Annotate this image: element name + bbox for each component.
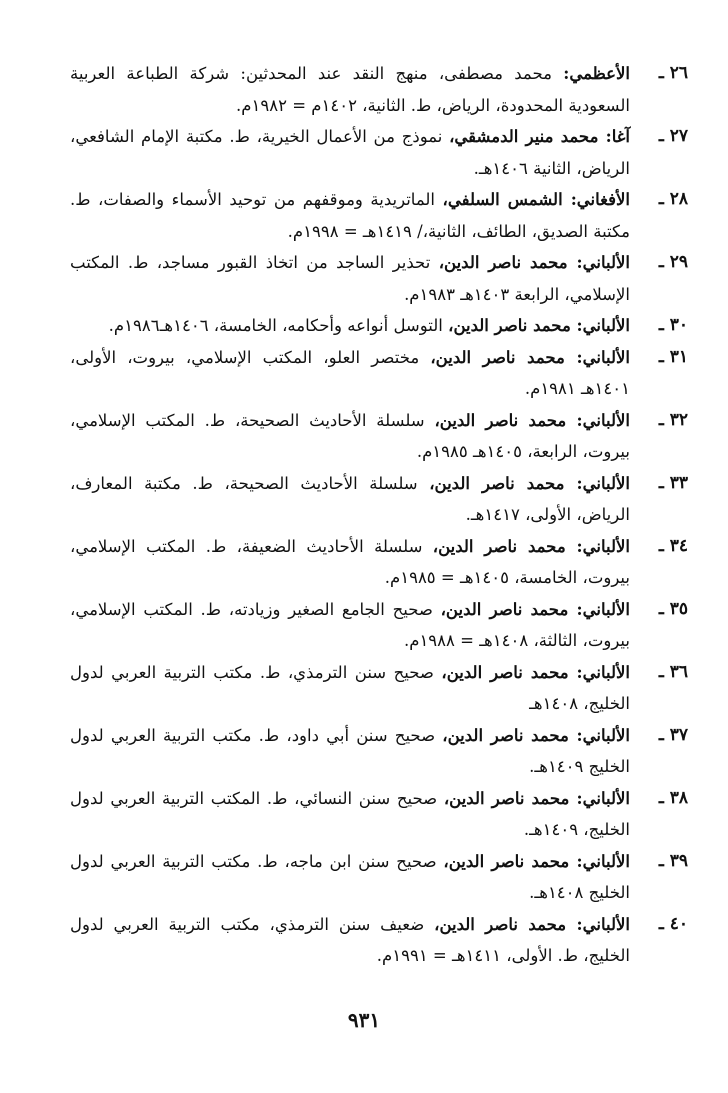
list-item <box>70 184 688 247</box>
entry-author: الألباني: محمد ناصر الدين، <box>443 851 630 871</box>
entry-number: ٢٨ ـ <box>658 189 688 209</box>
list-item <box>70 531 688 594</box>
entry-text: محمد مصطفى، منهج النقد عند المحدثين: شركة الطباعة العربية السعودية المحدودة، الرياض، ط. الثانية، ١٤٠٢م = ١٩٨٢م. <box>70 64 630 115</box>
list-item <box>70 342 688 405</box>
entry-author: الألباني: محمد ناصر الدين، <box>440 599 630 619</box>
list-item <box>70 783 688 846</box>
entry-text: تحذير الساجد من اتخاذ القبور مساجد، ط. المكتب الإسلامي، الرابعة ١٤٠٣هـ ١٩٨٣م. <box>70 253 630 304</box>
entry-number: ٤٠ ـ <box>658 913 688 934</box>
list-item <box>70 405 688 468</box>
list-item <box>70 247 688 310</box>
entry-text: صحيح سنن النسائي، ط. المكتب التربية العربي لدول الخليج، ١٤٠٩هـ. <box>70 788 630 839</box>
entry-number: ٢٩ ـ <box>658 252 688 272</box>
entry-body <box>70 909 630 972</box>
entry-body <box>70 468 630 531</box>
list-item <box>70 720 688 783</box>
entry-author: الألباني: محمد ناصر الدين، <box>434 410 630 430</box>
entry-number: ٣٢ ـ <box>658 409 688 430</box>
entry-body <box>70 58 630 121</box>
entry-text: صحيح الجامع الصغير وزيادته، ط. المكتب الإسلامي، بيروت، الثالثة، ١٤٠٨هـ = ١٩٨٨م. <box>70 599 630 650</box>
entry-number: ٣٦ ـ <box>658 661 688 682</box>
entry-author: آغا: محمد منير الدمشقي، <box>449 127 630 146</box>
entry-body <box>70 657 630 720</box>
entry-number: ٢٧ ـ <box>658 126 688 146</box>
bibliography-list <box>70 58 688 972</box>
entry-number: ٣٠ ـ <box>658 315 688 335</box>
entry-body <box>70 342 630 405</box>
entry-text: سلسلة الأحاديث الصحيحة، ط. مكتبة المعارف، الرياض، الأولى، ١٤١٧هـ. <box>70 473 630 524</box>
entry-number: ٣٣ ـ <box>658 472 688 493</box>
list-item <box>70 121 688 184</box>
entry-body <box>70 783 630 846</box>
entry-author: الأفغاني: الشمس السلفي، <box>442 190 630 209</box>
entry-number: ٣١ ـ <box>658 346 688 367</box>
entry-number: ٣٧ ـ <box>658 724 688 745</box>
page-number: ٩٣١ <box>347 1008 381 1032</box>
entry-author: الألباني: محمد ناصر الدين، <box>442 725 631 745</box>
entry-author: الألباني: محمد ناصر الدين، <box>430 347 630 367</box>
entry-author: الأعظمي: <box>563 64 630 83</box>
list-item <box>70 594 688 657</box>
list-item <box>70 657 688 720</box>
entry-number: ٣٥ ـ <box>658 598 688 619</box>
entry-text: صحيح سنن ابن ماجه، ط. مكتب التربية العربي لدول الخليج ١٤٠٨هـ. <box>70 851 630 902</box>
entry-author: الألباني: محمد ناصر الدين، <box>438 253 630 272</box>
entry-text: الماتريدية وموقفهم من توحيد الأسماء والصفات، ط. مكتبة الصديق، الطائف، الثانية،/ ١٤١٩هـ = ١٩٩٨م. <box>70 190 630 241</box>
list-item <box>70 846 688 909</box>
entry-text: صحيح سنن الترمذي، ط. مكتب التربية العربي لدول الخليج، ١٤٠٨هـ <box>70 662 630 713</box>
list-item <box>70 58 688 121</box>
entry-body <box>70 720 630 783</box>
entry-text: التوسل أنواعه وأحكامه، الخامسة، ١٤٠٦هـ١٩٨٦م. <box>108 316 449 335</box>
entry-text: نموذج من الأعمال الخيرية، ط. مكتبة الإمام الشافعي، الرياض، الثانية ١٤٠٦هـ. <box>70 127 630 178</box>
entry-text: ضعيف سنن الترمذي، مكتب التربية العربي لدول الخليج، ط. الأولى، ١٤١١هـ = ١٩٩١م. <box>70 914 630 965</box>
entry-text: سلسلة الأحاديث الصحيحة، ط. المكتب الإسلامي، بيروت، الرابعة، ١٤٠٥هـ ١٩٨٥م. <box>70 410 630 461</box>
entry-author: الألباني: محمد ناصر الدين، <box>443 788 630 808</box>
entry-body <box>70 531 630 594</box>
entry-body <box>70 184 630 247</box>
entry-author: الألباني: محمد ناصر الدين، <box>448 316 630 335</box>
entry-body <box>70 594 630 657</box>
entry-author: الألباني: محمد ناصر الدين، <box>429 473 630 493</box>
list-item <box>70 310 688 342</box>
entry-body <box>70 121 630 184</box>
entry-author: الألباني: محمد ناصر الدين، <box>441 662 631 682</box>
list-item <box>70 468 688 531</box>
entry-number: ٢٦ ـ <box>658 63 688 83</box>
list-item <box>70 909 688 972</box>
entry-body <box>70 405 630 468</box>
entry-text: مختصر العلو، المكتب الإسلامي، بيروت، الأولى، ١٤٠١هـ ١٩٨١م. <box>70 347 630 398</box>
entry-number: ٣٩ ـ <box>658 850 688 871</box>
entry-number: ٣٨ ـ <box>658 787 688 808</box>
entry-body <box>70 310 630 342</box>
entry-text: سلسلة الأحاديث الضعيفة، ط. المكتب الإسلامي، بيروت، الخامسة، ١٤٠٥هـ = ١٩٨٥م. <box>70 536 630 587</box>
entry-author: الألباني: محمد ناصر الدين، <box>434 914 630 934</box>
entry-body <box>70 247 630 310</box>
entry-number: ٣٤ ـ <box>658 535 688 556</box>
entry-author: الألباني: محمد ناصر الدين، <box>432 536 630 556</box>
entry-body <box>70 846 630 909</box>
entry-text: صحيح سنن أبي داود، ط. مكتب التربية العربي لدول الخليج ١٤٠٩هـ. <box>70 725 630 776</box>
